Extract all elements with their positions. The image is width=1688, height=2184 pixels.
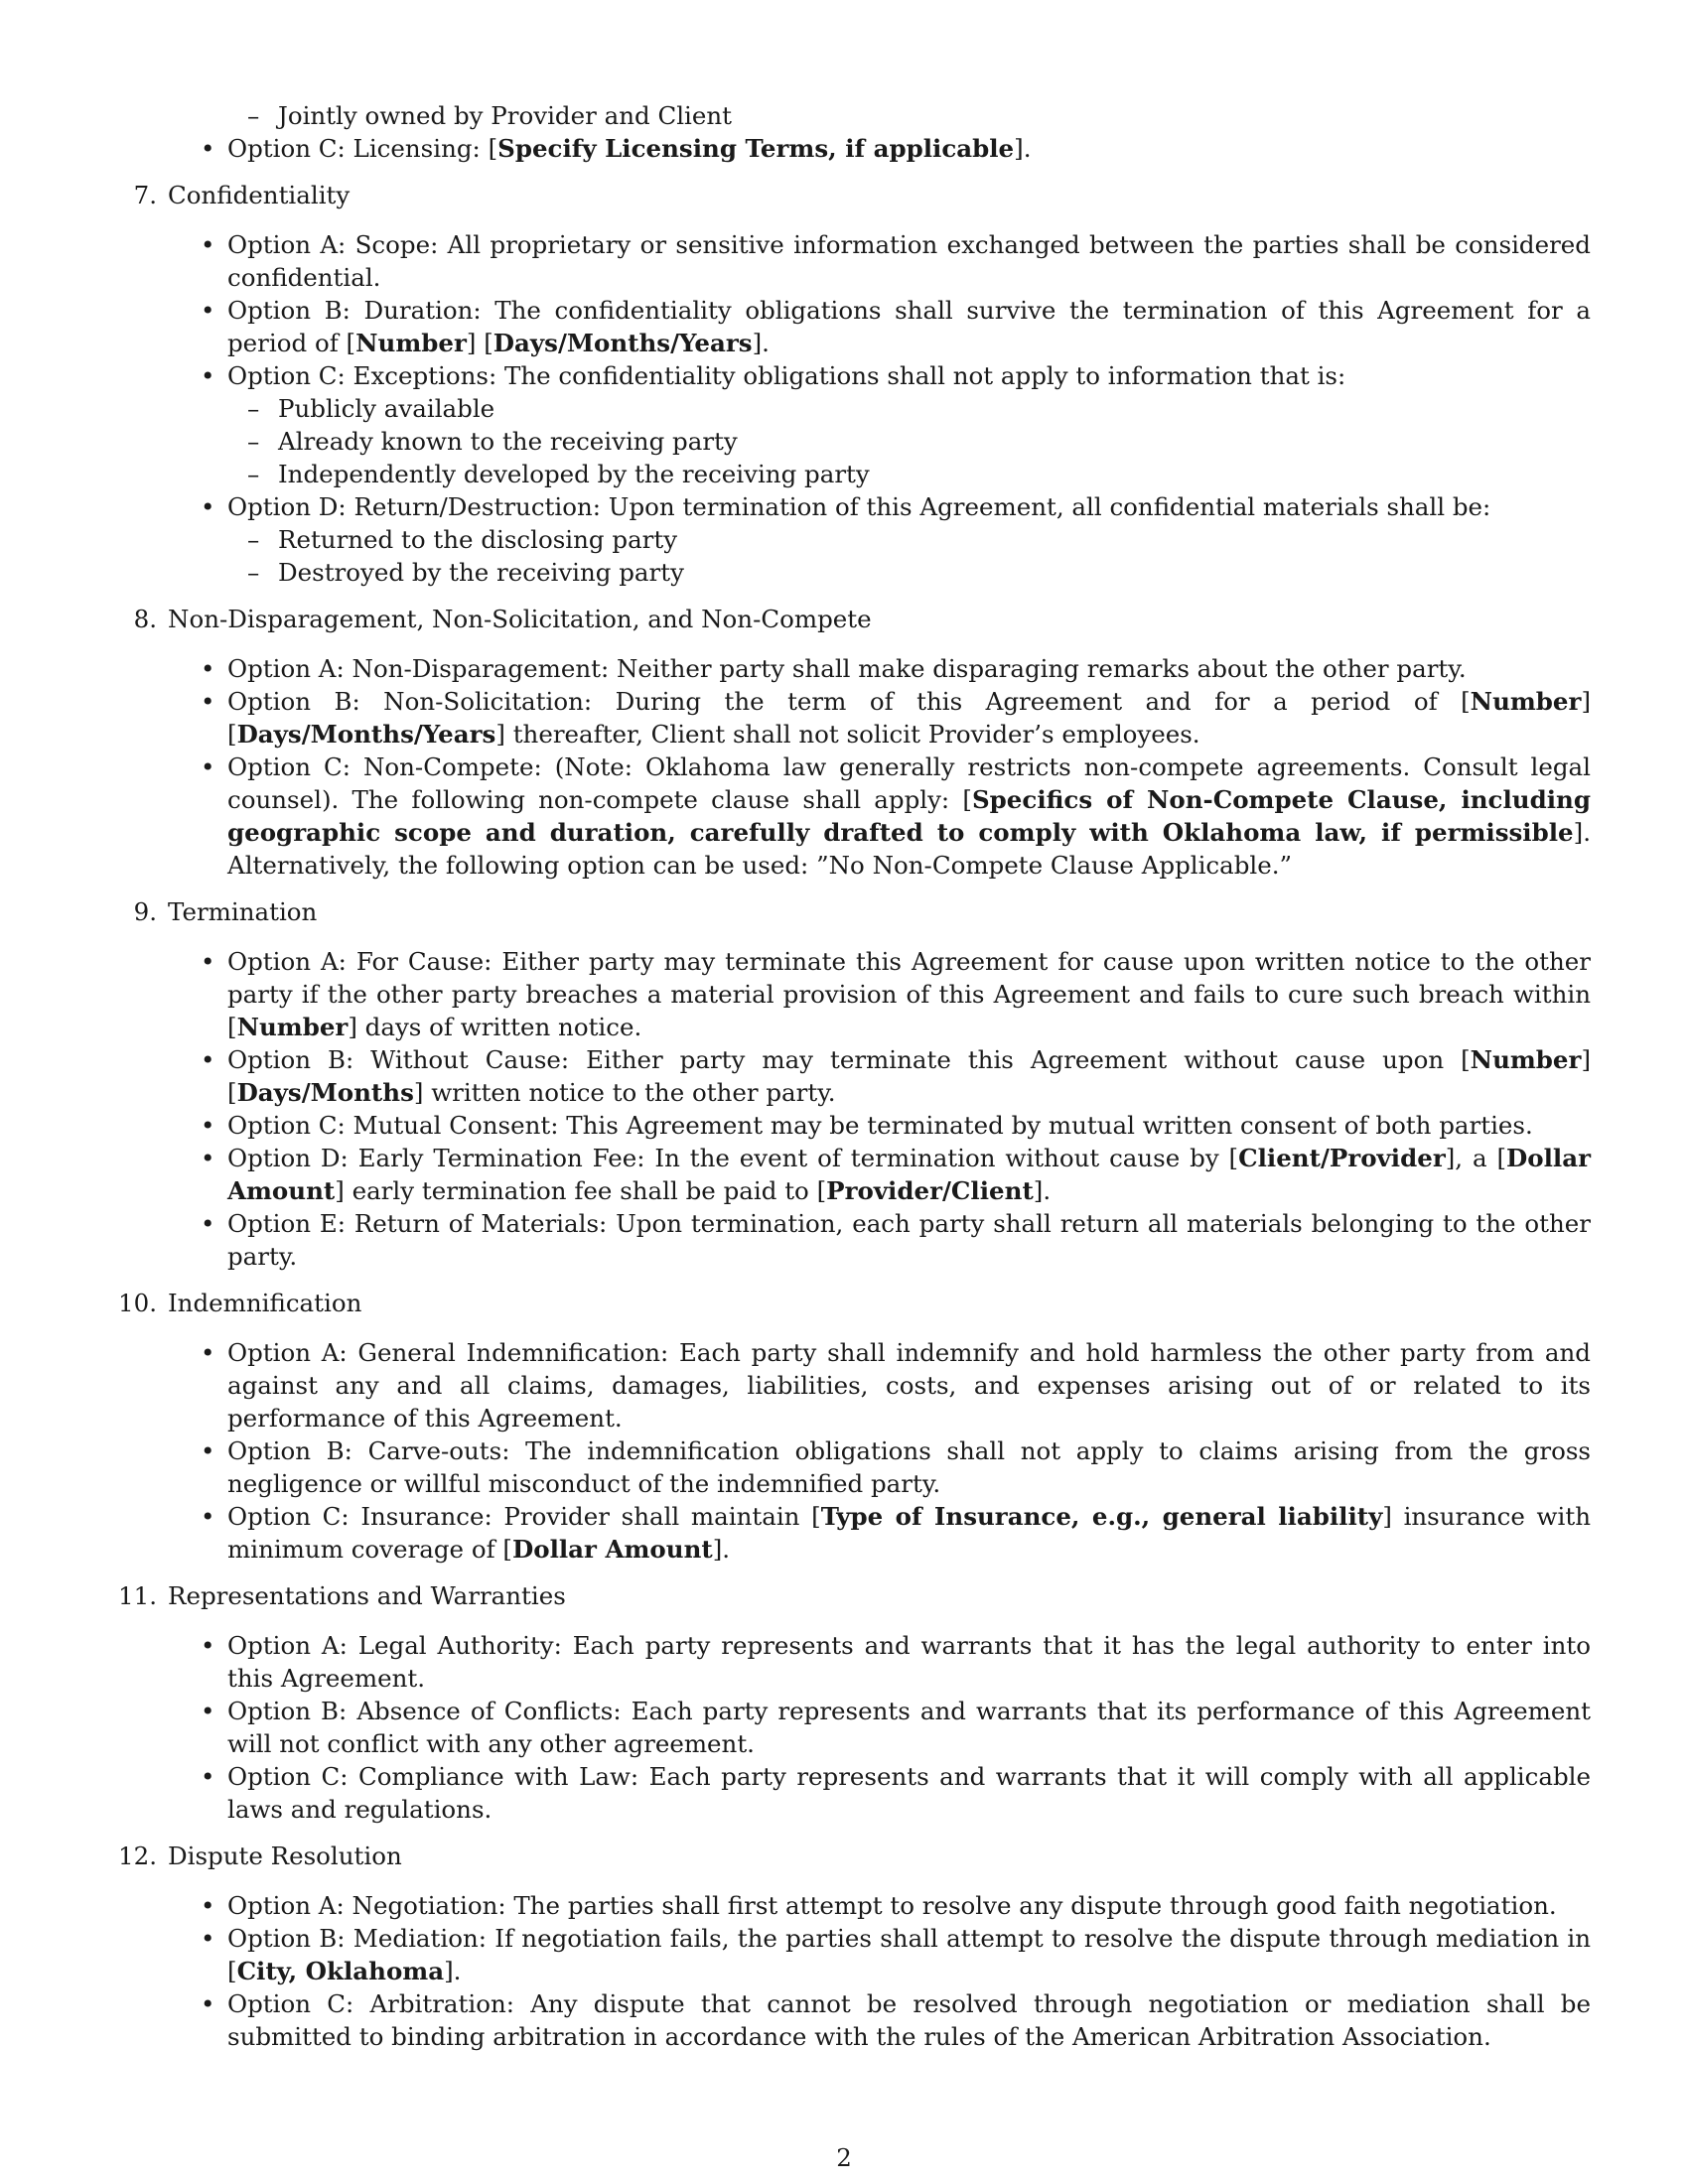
section-title: Non-Disparagement, Non-Solicitation, and Non-Compete <box>168 605 872 633</box>
placeholder-days-months-years: Days/Months/Years <box>236 720 496 749</box>
list-item: • Option C: Mutual Consent: This Agreement may be terminated by mutual written consent of both parties. <box>227 1109 1591 1142</box>
section-title: Termination <box>168 897 318 926</box>
placeholder-insurance-type: Type of Insurance, e.g., general liability <box>820 1502 1383 1531</box>
list-item: • Option B: Carve-outs: The indemnification obligations shall not apply to claims arising from the gross negligence or willful misconduct of the indemnified party. <box>227 1434 1591 1500</box>
list-item: • Option D: Return/Destruction: Upon termination of this Agreement, all confidential materials shall be: <box>227 490 1591 523</box>
list-item: • Option C: Exceptions: The confidentiality obligations shall not apply to information that is: <box>227 359 1591 392</box>
section-non-disparagement <box>116 603 1591 882</box>
option-c-licensing: • Option C: Licensing: [Specify Licensing Terms, if applicable]. <box>227 132 1591 165</box>
section-heading <box>116 1840 1591 1872</box>
section-title: Representations and Warranties <box>168 1581 566 1610</box>
sub-item: – Destroyed by the receiving party <box>278 556 1591 589</box>
page-number: 2 <box>836 2143 852 2172</box>
list-item: • Option B: Duration: The confidentiality obligations shall survive the termination of this Agreement for a period of [Number] [Days/Months/Years]. <box>227 294 1591 359</box>
placeholder-number: Number <box>355 329 467 357</box>
list-item: • Option E: Return of Materials: Upon termination, each party shall return all materials belonging to the other party. <box>227 1207 1591 1273</box>
placeholder-days-months: Days/Months <box>236 1078 414 1107</box>
list-item: • Option C: Arbitration: Any dispute that cannot be resolved through negotiation or mediation shall be submitted to binding arbitration in accordance with the rules of the American Arbitration Association. <box>227 1987 1591 2053</box>
section-heading <box>116 1287 1591 1319</box>
placeholder-days-months-years: Days/Months/Years <box>492 329 753 357</box>
placeholder-city: City, Oklahoma <box>236 1957 445 1985</box>
list-item: • Option A: General Indemnification: Each party shall indemnify and hold harmless the other party from and against any and all claims, damages, liabilities, costs, and expenses arising out of or related to its performance of this Agreement. <box>227 1336 1591 1434</box>
section-title: Confidentiality <box>168 181 351 209</box>
list-item: • Option A: Negotiation: The parties shall first attempt to resolve any dispute through good faith negotiation. <box>227 1889 1591 1922</box>
list-item: • Option C: Non-Compete: (Note: Oklahoma law generally restricts non-compete agreements. Consult legal counsel). The following non-compete clause shall apply: [Specifics of Non-Compete Clause, including geographic scope and duration, carefully drafted to comply with Oklahoma law, if permissible]. Alternatively, the following option can be used: ”No Non-Compete Clause Applicable.” <box>227 751 1591 882</box>
list-item: • Option A: For Cause: Either party may terminate this Agreement for cause upon written notice to the other party if the other party breaches a material provision of this Agreement and fails to cure such breach within [Number] days of written notice. <box>227 945 1591 1043</box>
list-item: • Option B: Non-Solicitation: During the term of this Agreement and for a period of [Number] [Days/Months/Years] thereafter, Client shall not solicit Provider’s employees. <box>227 685 1591 751</box>
section-indemnification <box>116 1287 1591 1566</box>
section-heading <box>116 603 1591 635</box>
text-column <box>116 99 1591 2053</box>
placeholder-number: Number <box>1470 687 1582 716</box>
list-item: • Option C: Compliance with Law: Each party represents and warrants that it will comply with all applicable laws and regulations. <box>227 1760 1591 1826</box>
section-title: Dispute Resolution <box>168 1842 402 1870</box>
continued-list <box>116 99 1591 165</box>
section-representations <box>116 1579 1591 1826</box>
section-termination <box>116 895 1591 1273</box>
section-confidentiality <box>116 179 1591 589</box>
list-item: • Option B: Without Cause: Either party may terminate this Agreement without cause upon [Number] [Days/Months] written notice to the other party. <box>227 1043 1591 1109</box>
section-number: 8. <box>133 605 157 633</box>
section-number: 9. <box>133 897 157 926</box>
list-item: • Option A: Legal Authority: Each party represents and warrants that it has the legal authority to enter into this Agreement. <box>227 1629 1591 1695</box>
section-number: 7. <box>133 181 157 209</box>
list-item: • Option D: Early Termination Fee: In the event of termination without cause by [Client/Provider], a [Dollar Amount] early termination fee shall be paid to [Provider/Client]. <box>227 1142 1591 1207</box>
sub-item: – Publicly available <box>278 392 1591 425</box>
placeholder-non-compete-specifics: Specifics of Non-Compete Clause, including geographic scope and duration, carefully drafted to comply with Oklahoma law, if permissible <box>227 785 1591 847</box>
section-heading <box>116 1579 1591 1612</box>
placeholder-dollar-amount: Dollar Amount <box>511 1535 713 1564</box>
placeholder-provider-client: Provider/Client <box>826 1176 1034 1205</box>
section-heading <box>116 179 1591 211</box>
sub-item: – Independently developed by the receiving party <box>278 458 1591 490</box>
placeholder-client-provider: Client/Provider <box>1238 1144 1446 1172</box>
sub-item: – Jointly owned by Provider and Client <box>278 99 1591 132</box>
placeholder-dollar-amount: Dollar Amount <box>227 1144 1591 1205</box>
list-item: • Option B: Mediation: If negotiation fails, the parties shall attempt to resolve the dispute through mediation in [City, Oklahoma]. <box>227 1922 1591 1987</box>
placeholder-number: Number <box>236 1013 349 1041</box>
section-number: 10. <box>118 1289 157 1317</box>
sub-item: – Already known to the receiving party <box>278 425 1591 458</box>
section-number: 11. <box>118 1581 157 1610</box>
sub-item: – Returned to the disclosing party <box>278 523 1591 556</box>
section-heading <box>116 895 1591 928</box>
list-item: • Option A: Non-Disparagement: Neither party shall make disparaging remarks about the other party. <box>227 652 1591 685</box>
section-number: 12. <box>118 1842 157 1870</box>
list-item: • Option B: Absence of Conflicts: Each party represents and warrants that its performance of this Agreement will not conflict with any other agreement. <box>227 1695 1591 1760</box>
placeholder-number: Number <box>1470 1045 1582 1074</box>
list-item: • Option C: Insurance: Provider shall maintain [Type of Insurance, e.g., general liability] insurance with minimum coverage of [Dollar Amount]. <box>227 1500 1591 1566</box>
list-item: • Option A: Scope: All proprietary or sensitive information exchanged between the parties shall be considered confidential. <box>227 228 1591 294</box>
section-dispute-resolution <box>116 1840 1591 2053</box>
placeholder-licensing-terms: Specify Licensing Terms, if applicable <box>497 134 1015 163</box>
section-title: Indemnification <box>168 1289 362 1317</box>
